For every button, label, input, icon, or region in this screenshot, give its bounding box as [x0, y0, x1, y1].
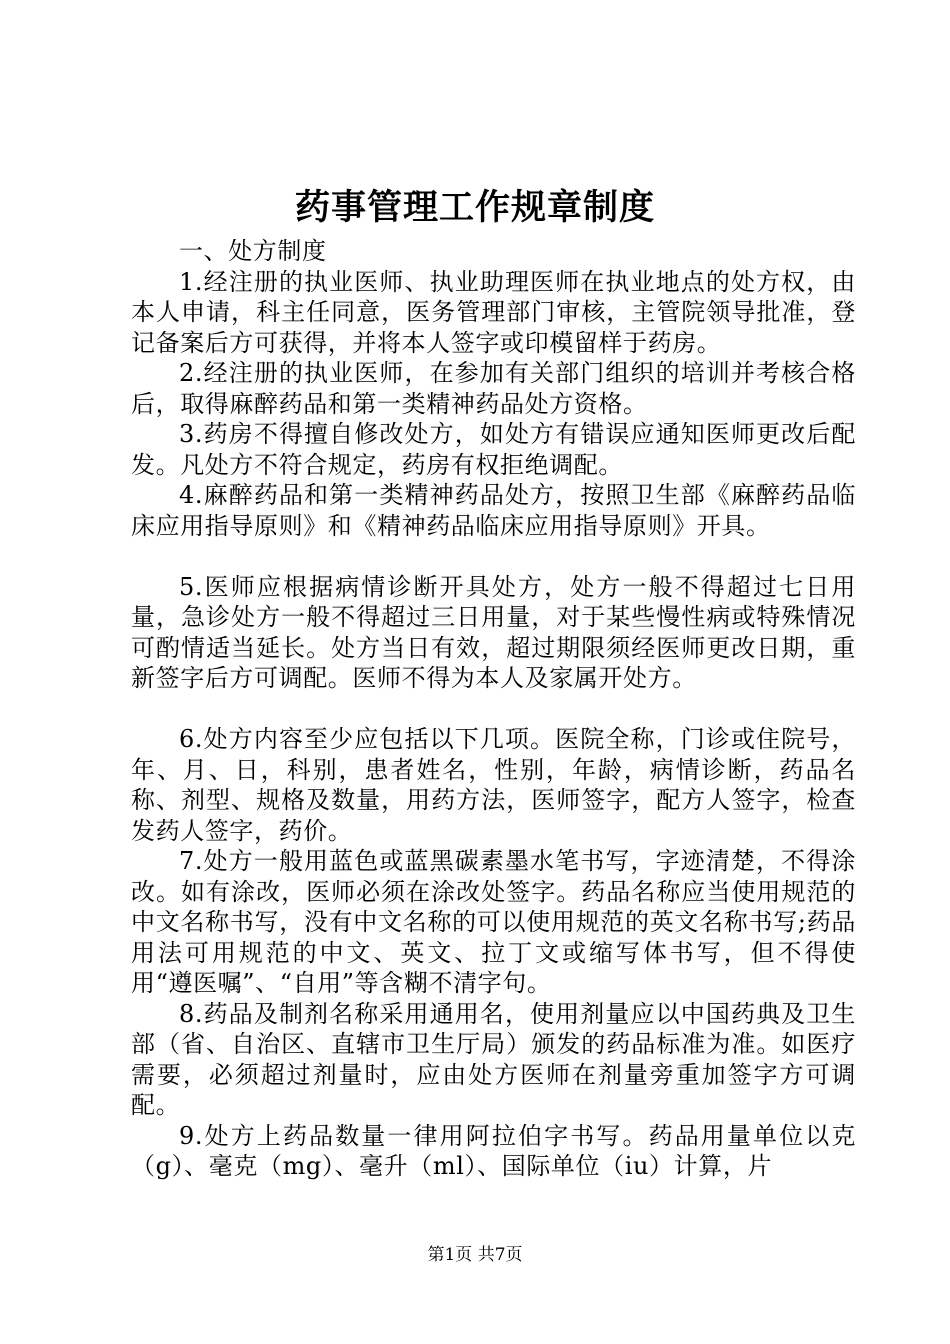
paragraph-4: 4.麻醉药品和第一类精神药品处方，按照卫生部《麻醉药品临床应用指导原则》和《精神药品临床应用指导原则》开具。: [131, 481, 856, 540]
document-title: 药事管理工作规章制度: [294, 187, 655, 228]
paragraph-7: 7.处方一般用蓝色或蓝黑碳素墨水笔书写，字迹清楚，不得涂改。如有涂改，医师必须在涂改处签字。药品名称应当使用规范的中文名称书写，没有中文名称的可以使用规范的英文名称书写;药品用法可用规范的中文、英文、拉丁文或缩写体书写，但不得使用“遵医嘱”、“自用”等含糊不清字句。: [131, 847, 856, 997]
paragraph-8: 8.药品及制剂名称采用通用名，使用剂量应以中国药典及卫生部（省、自治区、直辖市卫生厅局）颁发的药品标准为准。如医疗需要，必须超过剂量时，应由处方医师在剂量旁重加签字方可调配。: [131, 999, 856, 1119]
paragraph-1: 1.经注册的执业医师、执业助理医师在执业地点的处方权，由本人申请，科主任同意，医务管理部门审核，主管院领导批准，登记备案后方可获得，并将本人签字或印模留样于药房。: [131, 267, 856, 357]
paragraph-5: 5.医师应根据病情诊断开具处方，处方一般不得超过七日用量，急诊处方一般不得超过三日用量，对于某些慢性病或特殊情况可酌情适当延长。处方当日有效，超过期限须经医师更改日期，重新签字后方可调配。医师不得为本人及家属开处方。: [131, 572, 856, 692]
section-heading: 一、处方制度: [179, 237, 327, 265]
document-body: [131, 236, 856, 1182]
paragraph-9: 9.处方上药品数量一律用阿拉伯字书写。药品用量单位以克（g）、毫克（mg）、毫升（ml）、国际单位（iu）计算，片: [131, 1121, 856, 1180]
page-footer: 第1页 共7页: [427, 1245, 523, 1265]
paragraph-2: 2.经注册的执业医师，在参加有关部门组织的培训并考核合格后，取得麻醉药品和第一类精神药品处方资格。: [131, 359, 856, 418]
paragraph-6: 6.处方内容至少应包括以下几项。医院全称，门诊或住院号，年、月、日，科别，患者姓名，性别，年龄，病情诊断，药品名称、剂型、规格及数量，用药方法，医师签字，配方人签字，检查发药人签字，药价。: [131, 725, 856, 845]
paragraph-3: 3.药房不得擅自修改处方，如处方有错误应通知医师更改后配发。凡处方不符合规定，药房有权拒绝调配。: [131, 420, 856, 479]
